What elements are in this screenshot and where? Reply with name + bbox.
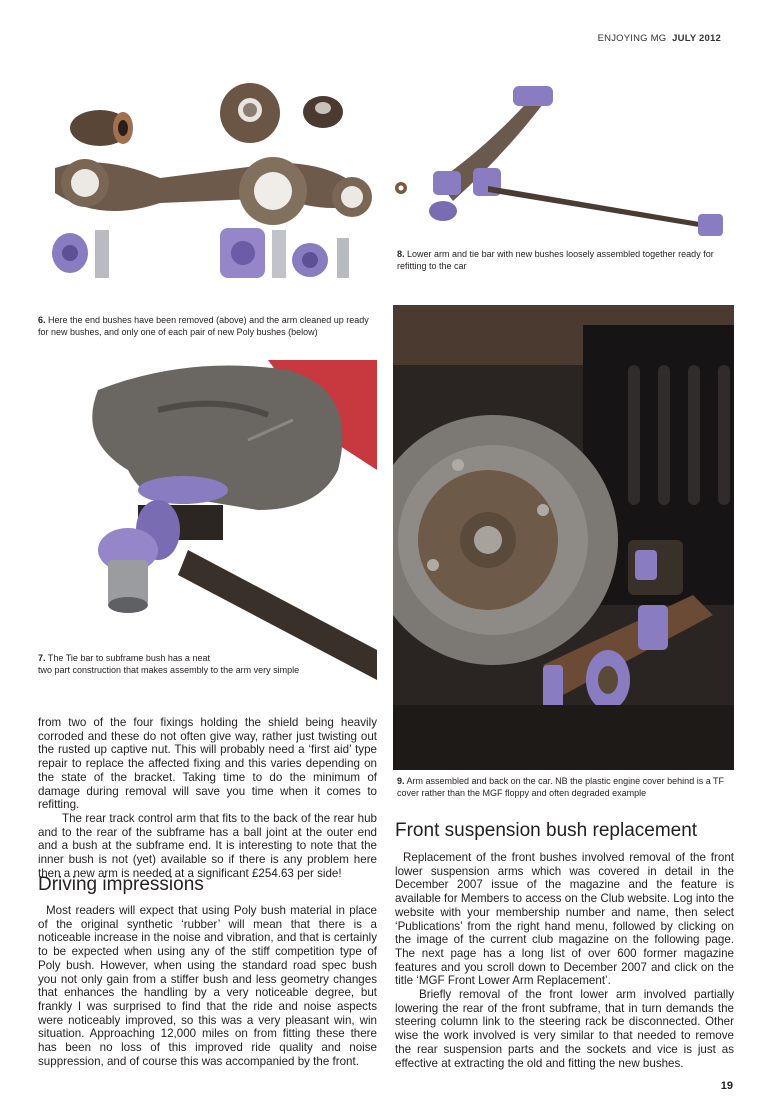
caption-7 [38,653,338,676]
photo-arm-assembled [393,76,733,246]
caption-9-text: Arm assembled and back on the car. NB the plastic engine cover behind is a TF cover rather than the MGF floppy and often degraded example [397,776,725,798]
caption-6-number: 6. [38,315,46,325]
paragraph: from two of the four fixings holding the shield being heavily corroded and these do not often give way, rather just twisting out the rusted up captive nut. This will probably need a ‘first aid’ type repair to replace the affected fixing and this varies depending on the state of the bracket. Taking time to do the minimum of damage during removal will save you time when it comes to refitting. [38,716,377,812]
running-header [598,33,721,44]
issue-date: JULY 2012 [672,33,721,44]
photo-arm-on-car [393,305,734,770]
paragraph: Replacement of the front bushes involved removal of the front lower suspension arms which was covered in detail in the December 2007 issue of the magazine and the feature is available for Members to access on the Club website. Log into the website with your membership number and name, then select ‘Publications’ from the right hand menu, followed by clicking on the image of the current club magazine on the following page. The next page has a long list of over 600 former magazine features and you scroll down to December 2007 and click on the title ‘MGF Front Lower Arm Replacement’. [395,851,734,988]
paragraph: Most readers will expect that using Poly bush material in place of the original synthetic ‘rubber’ will mean that there is a noticeable increase in the noise and vibration, and that is certainly to be expected when using any of the stiff competition type of Poly bush. However, when using the standard road spec bush you not only gain from a stiffer bush and less geometry changes that enhances the handling by a very noticeable degree, but frankly I was surprised to find that the ride and noise aspects were noticeably improved, so this was a very pleasant win, win situation. Approaching 12,000 miles on from fitting these there has been no loss of this improved ride quality and noise suppression, and of course this was accompanied by the front. [38,904,377,1068]
caption-8 [397,249,727,272]
left-column-driving [38,904,377,1068]
right-column-body [395,851,734,1070]
caption-6 [38,315,370,338]
paragraph: The rear track control arm that fits to the back of the rear hub and to the rear of the subframe has a ball joint at the outer end and a bush at the subframe end. It is interesting to note that the inner bush is not (yet) available so if there is any problem here then a new arm is needed at a significant £254.63 per side! [38,811,377,880]
magazine-name: ENJOYING MG [597,33,667,44]
caption-7-line-1: The Tie bar to subframe bush has a neat [47,653,210,663]
caption-8-text: Lower arm and tie bar with new bushes loosely assembled together ready for refitting to the car [397,249,714,271]
caption-7-line-2: two part construction that makes assembly to the arm very simple [38,664,300,675]
caption-9 [397,776,729,799]
heading-driving-impressions: Driving impressions [38,874,204,895]
caption-6-text: Here the end bushes have been removed (above) and the arm cleaned up ready for new bushes, and only one of each pair of new Poly bushes (below) [38,315,369,337]
caption-9-number: 9. [397,776,405,786]
page-number: 19 [720,1080,733,1092]
caption-8-number: 8. [397,249,405,259]
paragraph: Briefly removal of the front lower arm involved partially lowering the rear of the front subframe, that in turn demands the steering column link to the steering rack be disconnected. Other wise the work involved is very similar to that needed to remove the rear suspension parts and the sockets and vice is just as effective at extracting the old and fitting the new bushes. [395,988,734,1070]
left-column-intro [38,716,377,880]
photo-arm-and-bushes [40,78,380,300]
caption-7-number: 7. [38,653,46,663]
heading-front-suspension: Front suspension bush replacement [395,820,698,841]
